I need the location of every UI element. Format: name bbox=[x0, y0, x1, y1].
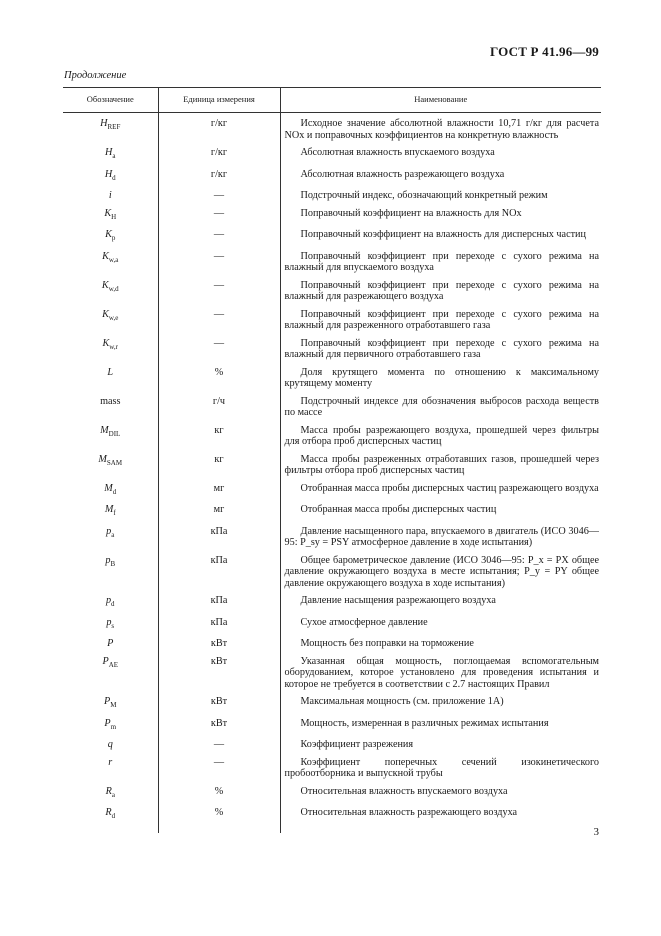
table-row bbox=[63, 336, 601, 365]
table-row bbox=[63, 145, 601, 167]
symbol-cell bbox=[63, 336, 158, 365]
description-text: Мощность, измеренная в различных режимах испытания bbox=[300, 717, 549, 729]
symbol-text: q bbox=[107, 739, 113, 751]
symbol-text: p bbox=[106, 616, 112, 628]
description-cell bbox=[280, 423, 601, 452]
symbol-text: H bbox=[104, 168, 113, 180]
description-cell bbox=[280, 481, 601, 503]
description-text: Исходное значение абсолютной влажности 10,71 г/кг для расчета NOx и поправочных коэффициентов на конкретную влажность bbox=[284, 118, 599, 141]
description-text: Сухое атмосферное давление bbox=[300, 616, 428, 628]
table-row bbox=[63, 167, 601, 189]
column-header-name: Наименование bbox=[280, 88, 601, 113]
description-cell bbox=[280, 167, 601, 189]
table-row bbox=[63, 524, 601, 553]
page-number: 3 bbox=[593, 826, 599, 838]
table-row bbox=[63, 481, 601, 503]
symbol-text: i bbox=[108, 190, 112, 202]
symbol-text: M bbox=[100, 424, 109, 436]
description-cell bbox=[280, 145, 601, 167]
description-text: Мощность без поправки на торможение bbox=[300, 638, 474, 650]
symbol-text: M bbox=[104, 482, 113, 494]
symbol-cell bbox=[63, 502, 158, 524]
symbol-cell bbox=[63, 654, 158, 695]
symbol-subscript: SAM bbox=[106, 458, 123, 467]
symbol-cell bbox=[63, 167, 158, 189]
symbol-subscript: w,d bbox=[108, 284, 119, 293]
symbol-cell bbox=[63, 615, 158, 637]
unit-cell: г/кг bbox=[158, 167, 280, 189]
symbol-subscript: H bbox=[111, 212, 117, 221]
unit-cell: кПа bbox=[158, 593, 280, 615]
symbol-cell bbox=[63, 755, 158, 784]
description-cell bbox=[280, 615, 601, 637]
table-row bbox=[63, 784, 601, 806]
symbol-subscript: d bbox=[112, 487, 117, 496]
symbol-text: K bbox=[105, 229, 112, 241]
description-cell bbox=[280, 188, 601, 206]
symbol-subscript: REF bbox=[107, 123, 121, 132]
symbol-text: H bbox=[100, 118, 108, 129]
symbol-subscript: m bbox=[110, 722, 117, 731]
column-header-symbol: Обозначение bbox=[63, 88, 158, 113]
symbol-text: mass bbox=[100, 395, 121, 407]
symbol-subscript: B bbox=[110, 559, 116, 568]
unit-cell: мг bbox=[158, 502, 280, 524]
symbol-text: p bbox=[105, 595, 112, 607]
symbol-text: K bbox=[101, 279, 109, 291]
description-cell bbox=[280, 694, 601, 716]
table-row bbox=[63, 423, 601, 452]
unit-cell: % bbox=[158, 805, 280, 833]
table-row bbox=[63, 553, 601, 594]
table-row bbox=[63, 278, 601, 307]
description-cell bbox=[280, 593, 601, 615]
unit-cell: кПа bbox=[158, 524, 280, 553]
symbol-text: H bbox=[105, 147, 113, 158]
description-cell bbox=[280, 452, 601, 481]
symbol-cell bbox=[63, 553, 158, 594]
table-row bbox=[63, 452, 601, 481]
unit-cell: — bbox=[158, 755, 280, 784]
document-title: ГОСТ Р 41.96—99 bbox=[490, 44, 599, 59]
description-cell bbox=[280, 502, 601, 524]
symbol-text: P bbox=[102, 655, 109, 667]
symbol-subscript: p bbox=[111, 234, 116, 243]
description-text: Коэффициент разрежения bbox=[300, 739, 414, 751]
column-header-unit: Единица измерения bbox=[158, 88, 280, 113]
table-row bbox=[63, 365, 601, 394]
symbol-cell bbox=[63, 188, 158, 206]
unit-cell: кг bbox=[158, 423, 280, 452]
description-text: Максимальная мощность (см. приложение 1А) bbox=[300, 696, 504, 708]
description-text: Отобранная масса пробы дисперсных частиц bbox=[300, 504, 497, 516]
description-text: Поправочный коэффициент при переходе с сухого режима на влажный для впускаемого воздуха bbox=[284, 250, 599, 274]
description-cell bbox=[280, 278, 601, 307]
unit-cell: % bbox=[158, 784, 280, 806]
symbol-subscript: d bbox=[112, 173, 116, 182]
unit-cell: г/кг bbox=[158, 113, 280, 146]
table-row bbox=[63, 755, 601, 784]
table-row bbox=[63, 694, 601, 716]
symbol-subscript: w,e bbox=[108, 313, 119, 322]
unit-cell: мг bbox=[158, 481, 280, 503]
table-header-row bbox=[63, 88, 601, 113]
description-cell bbox=[280, 737, 601, 755]
symbol-cell bbox=[63, 524, 158, 553]
description-cell bbox=[280, 249, 601, 278]
description-cell bbox=[280, 755, 601, 784]
table-row bbox=[63, 188, 601, 206]
table-row bbox=[63, 615, 601, 637]
symbol-subscript: a bbox=[112, 152, 116, 161]
unit-cell: — bbox=[158, 188, 280, 206]
symbol-cell bbox=[63, 307, 158, 336]
description-cell bbox=[280, 365, 601, 394]
symbol-cell bbox=[63, 113, 158, 146]
symbol-subscript: M bbox=[110, 701, 117, 710]
description-text: Относительная влажность впускаемого воздуха bbox=[300, 785, 508, 797]
table-row bbox=[63, 307, 601, 336]
symbol-cell bbox=[63, 227, 158, 249]
description-text: Поправочный коэффициент при переходе с сухого режима на влажный для разрежающего воздуха bbox=[284, 279, 599, 303]
unit-cell: кПа bbox=[158, 553, 280, 594]
table-row bbox=[63, 716, 601, 738]
symbol-subscript: a bbox=[111, 530, 115, 539]
symbol-subscript: d bbox=[111, 812, 116, 821]
symbol-cell bbox=[63, 784, 158, 806]
symbol-cell bbox=[63, 694, 158, 716]
table-row bbox=[63, 805, 601, 833]
description-text: Доля крутящего момента по отношению к максимальному крутящему моменту bbox=[284, 366, 599, 390]
unit-cell: — bbox=[158, 737, 280, 755]
description-text: Указанная общая мощность, поглощаемая вспомогательным оборудованием, которое установлено для проведения испытания и которое не требуется в соответствии с 2.7 настоящих Правил bbox=[284, 655, 599, 690]
symbol-text: K bbox=[102, 308, 109, 320]
description-text: Давление насыщения разрежающего воздуха bbox=[300, 595, 496, 607]
table-row bbox=[63, 113, 601, 146]
unit-cell: г/кг bbox=[158, 145, 280, 167]
unit-cell: кВт bbox=[158, 636, 280, 654]
description-cell bbox=[280, 206, 601, 228]
symbol-text: K bbox=[104, 207, 112, 219]
table-row bbox=[63, 502, 601, 524]
symbol-cell bbox=[63, 593, 158, 615]
symbol-cell bbox=[63, 365, 158, 394]
description-cell bbox=[280, 553, 601, 594]
symbol-cell bbox=[63, 394, 158, 423]
symbol-cell bbox=[63, 636, 158, 654]
symbol-text: p bbox=[106, 525, 112, 537]
description-cell bbox=[280, 654, 601, 695]
description-cell bbox=[280, 716, 601, 738]
symbol-subscript: w,a bbox=[108, 255, 119, 264]
description-text: Масса пробы разреженных отработавших газов, прошедшей через фильтры отбора проб дисперсных частиц bbox=[284, 453, 599, 477]
description-text: Поправочный коэффициент при переходе с сухого режима на влажный для первичного отработавшего газа bbox=[284, 337, 599, 361]
unit-cell: кВт bbox=[158, 654, 280, 695]
description-cell bbox=[280, 784, 601, 806]
symbol-cell bbox=[63, 481, 158, 503]
description-cell bbox=[280, 336, 601, 365]
description-text: Отобранная масса пробы дисперсных частиц разрежающего воздуха bbox=[300, 482, 599, 494]
description-text: Абсолютная влажность впускаемого воздуха bbox=[300, 147, 495, 158]
symbol-text: P bbox=[107, 638, 114, 650]
symbol-cell bbox=[63, 716, 158, 738]
table-row bbox=[63, 206, 601, 228]
symbol-text: K bbox=[102, 337, 110, 349]
unit-cell: — bbox=[158, 249, 280, 278]
unit-cell: — bbox=[158, 278, 280, 307]
symbol-subscript: f bbox=[113, 509, 116, 518]
description-text: Общее барометрическое давление (ИСО 3046—95: P_x = PX общее давление окружающего воздуха в месте испытания; P_y = PY общее давление окружающего воздуха в ходе испытания) bbox=[284, 554, 599, 589]
unit-cell: — bbox=[158, 206, 280, 228]
description-cell bbox=[280, 307, 601, 336]
unit-cell: кПа bbox=[158, 615, 280, 637]
description-text: Коэффициент поперечных сечений изокинетического пробоотборника и выпускной трубы bbox=[284, 756, 599, 780]
symbol-cell bbox=[63, 805, 158, 833]
description-cell bbox=[280, 636, 601, 654]
description-text: Масса пробы разрежающего воздуха, прошедшей через фильтры для отбора проб дисперсных частиц bbox=[284, 424, 599, 448]
symbol-subscript: DIL bbox=[108, 429, 121, 438]
unit-cell: кВт bbox=[158, 716, 280, 738]
description-text: Давление насыщенного пара, впускаемого в двигатель (ИСО 3046—95: P_sy = PSY атмосферное давление в ходе испытания) bbox=[284, 525, 599, 549]
description-cell bbox=[280, 394, 601, 423]
symbol-subscript: a bbox=[111, 790, 115, 799]
symbol-cell bbox=[63, 206, 158, 228]
symbol-text: M bbox=[104, 504, 114, 516]
description-cell bbox=[280, 113, 601, 146]
symbol-text: R bbox=[105, 807, 112, 819]
description-text: Абсолютная влажность разрежающего воздуха bbox=[300, 168, 505, 180]
description-text: Подстрочный индексе для обозначения выбросов расхода веществ по массе bbox=[284, 395, 599, 419]
symbol-cell bbox=[63, 145, 158, 167]
symbol-text: M bbox=[98, 453, 107, 465]
unit-cell: % bbox=[158, 365, 280, 394]
description-text: Относительная влажность разрежающего воздуха bbox=[300, 807, 518, 819]
table-row bbox=[63, 654, 601, 695]
table-row bbox=[63, 636, 601, 654]
symbol-subscript: AE bbox=[108, 660, 119, 669]
symbol-subscript: w,r bbox=[109, 342, 118, 351]
unit-cell: кВт bbox=[158, 694, 280, 716]
description-cell bbox=[280, 524, 601, 553]
table-row bbox=[63, 593, 601, 615]
unit-cell: — bbox=[158, 336, 280, 365]
description-text: Подстрочный индекс, обозначающий конкретный режим bbox=[300, 190, 548, 202]
symbol-text: p bbox=[105, 554, 111, 566]
unit-cell: кг bbox=[158, 452, 280, 481]
symbol-text: R bbox=[105, 785, 112, 797]
description-text: Поправочный коэффициент на влажность для NOx bbox=[300, 207, 522, 219]
symbol-cell bbox=[63, 249, 158, 278]
symbol-subscript: s bbox=[111, 621, 115, 630]
symbol-text: P bbox=[104, 717, 111, 729]
symbols-table bbox=[63, 87, 601, 821]
table-row bbox=[63, 394, 601, 423]
continuation-label: Продолжение bbox=[64, 70, 127, 81]
unit-cell: — bbox=[158, 227, 280, 249]
symbol-text: L bbox=[107, 366, 114, 378]
description-text: Поправочный коэффициент на влажность для дисперсных частиц bbox=[300, 229, 586, 241]
unit-cell: — bbox=[158, 307, 280, 336]
table-row bbox=[63, 249, 601, 278]
symbol-text: r bbox=[108, 756, 113, 768]
description-text: Поправочный коэффициент при переходе с сухого режима на влажный для разреженного отработавшего газа bbox=[284, 308, 599, 332]
symbol-cell bbox=[63, 452, 158, 481]
description-cell bbox=[280, 227, 601, 249]
unit-cell: г/ч bbox=[158, 394, 280, 423]
table-row bbox=[63, 737, 601, 755]
table-row bbox=[63, 227, 601, 249]
symbol-cell bbox=[63, 423, 158, 452]
symbol-subscript: d bbox=[111, 600, 115, 609]
symbol-text: K bbox=[102, 250, 109, 262]
symbol-cell bbox=[63, 278, 158, 307]
symbol-text: P bbox=[104, 696, 111, 708]
description-cell bbox=[280, 805, 601, 833]
symbol-cell bbox=[63, 737, 158, 755]
